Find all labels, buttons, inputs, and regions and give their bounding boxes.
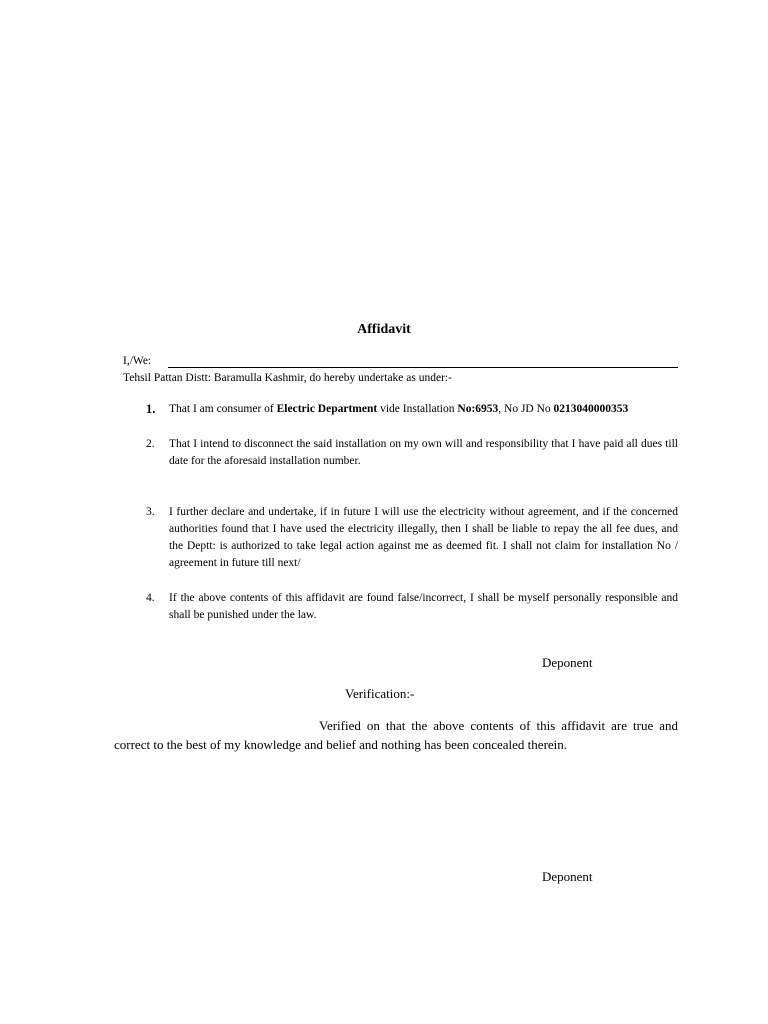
item-text: That I intend to disconnect the said installation on my own will and responsibility that I have paid all dues till date for the aforesaid installation number.: [169, 438, 678, 467]
item-1-text-mid2: , No JD No: [498, 403, 554, 415]
verification-title: Verification:-: [345, 686, 415, 701]
item-4: [146, 590, 678, 624]
item-number: 1.: [146, 402, 156, 416]
verification-body: Verified on that the above contents of this affidavit are true and correct to the best of my knowledge and belief and nothing has been concealed therein.: [114, 718, 678, 752]
name-blank-line: [168, 367, 678, 368]
item-number: 3.: [146, 506, 155, 518]
item-text: I further declare and undertake, if in future I will use the electricity without agreement, and if the concerned authorities found that I have used the electricity illegally, then I shall be liable to repay the all fee dues, and the Deptt: is authorized to take legal action against me as deemed fit. I shall not claim for installation No / agreement in future till next/: [169, 506, 678, 569]
item-1-text-before: That I am consumer of: [169, 403, 277, 415]
item-1-text-mid: vide Installation: [377, 403, 458, 415]
item-text: If the above contents of this affidavit are found false/incorrect, I shall be myself personally responsible and shall be punished under the law.: [169, 592, 678, 621]
item-number: 4.: [146, 592, 155, 604]
item-2: [146, 436, 678, 470]
document-title: Affidavit: [357, 322, 411, 337]
jd-number: 0213040000353: [553, 403, 629, 415]
verification-text: [114, 716, 678, 754]
department-name: Electric Department: [276, 403, 378, 415]
item-3: [146, 504, 678, 572]
item-1: [146, 401, 678, 418]
deponent-label: Deponent: [542, 655, 593, 670]
installation-number: No:6953: [457, 403, 499, 415]
deponent-label-2: Deponent: [542, 869, 593, 884]
item-text: [169, 401, 678, 418]
item-number: 2.: [146, 438, 155, 450]
address-line: Tehsil Pattan Distt: Baramulla Kashmir, do hereby undertake as under:-: [123, 372, 452, 384]
iwe-label: I,/We:: [123, 355, 152, 367]
